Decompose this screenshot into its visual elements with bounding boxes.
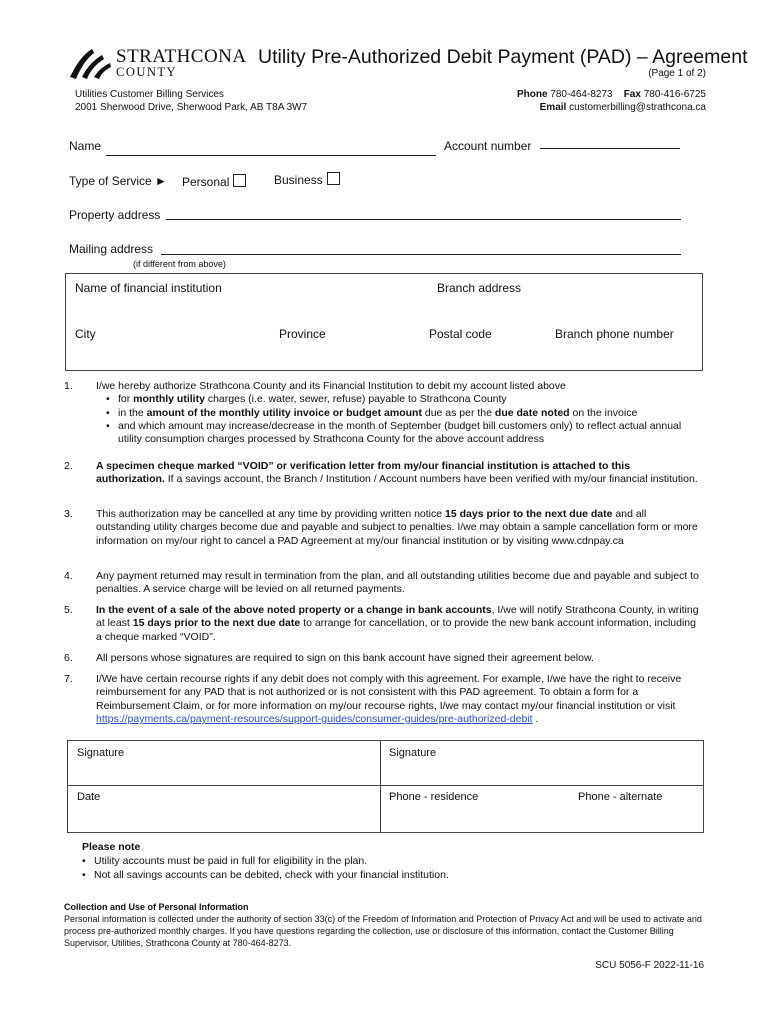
email-value: customerbilling@strathcona.ca xyxy=(569,102,706,113)
signature-2-label: Signature xyxy=(389,747,437,759)
term-text: Any payment returned may result in termination from the plan, and all outstanding utilities become due and payable and subject to penalties. A service charge will be levied on all returned payments. xyxy=(96,570,699,596)
term-text: This authorization may be cancelled at any time by providing written notice 15 days prior to the next due date and all outstanding utility charges become due and payable and subject to penalties. I/we may obtain a sample cancellation form or more information on my/our right to cancel a PAD Agreement at my/our financial institution or by visiting www.cdnpay.ca xyxy=(96,508,698,547)
fax-value: 780-416-6725 xyxy=(643,89,706,100)
note-bullet: • Utility accounts must be paid in full for eligibility in the plan. xyxy=(72,854,672,868)
form-code: SCU 5056-F 2022-11-16 xyxy=(595,960,704,971)
note-title: Please note xyxy=(82,841,141,853)
privacy-text: Personal information is collected under the authority of section 33(c) of the Freedom of Information and Protection of Privacy Act and will be used to activate and process pre-authorized monthly charges. If you have questions regarding the collection, use or disclosure of this information, contact the Customer Billing Supervisor, Utilities, Strathcona County at 780-464-8273. xyxy=(64,914,702,948)
term-number: 6. xyxy=(64,652,73,664)
email-label: Email xyxy=(539,102,567,113)
business-checkbox[interactable] xyxy=(327,172,340,185)
signature-divider xyxy=(380,741,381,832)
logo-sub: COUNTY xyxy=(116,65,178,79)
account-label: Account number xyxy=(444,139,532,153)
property-label: Property address xyxy=(69,208,161,222)
date-label: Date xyxy=(77,791,101,803)
page-indicator: (Page 1 of 2) xyxy=(648,68,706,79)
signature-1-label: Signature xyxy=(77,747,125,759)
personal-checkbox[interactable] xyxy=(233,174,246,187)
phone-alternate-label: Phone - alternate xyxy=(578,791,663,803)
contact-email xyxy=(517,101,706,114)
phone-label: Phone xyxy=(516,89,548,100)
business-option[interactable] xyxy=(274,172,340,187)
phone-residence-label: Phone - residence xyxy=(389,791,479,803)
strathcona-logo xyxy=(68,46,247,83)
term-bullet: • in the amount of the monthly utility invoice or budget amount due as per the due date noted on the invoice xyxy=(96,407,700,420)
term-number: 5. xyxy=(64,604,73,616)
pad-info-link[interactable]: https://payments.ca/payment-resources/support-guides/consumer-guides/pre-authorized-debit xyxy=(96,712,533,725)
note-bullet: • Not all savings accounts can be debited, check with your financial institution. xyxy=(72,868,672,882)
signature-row-divider xyxy=(68,785,703,786)
mailing-note: (if different from above) xyxy=(133,259,226,269)
property-address-field[interactable] xyxy=(166,219,681,220)
term-text: All persons whose signatures are required to sign on this bank account have signed their agreement below. xyxy=(96,652,594,664)
contact-info xyxy=(517,88,706,114)
term-text: In the event of a sale of the above noted property or a change in bank accounts, I/we will notify Strathcona County, in writing at least 15 days prior to the next due date to arrange for cancellation, or to provide the new bank account information, including a cheque marked “VOID”. xyxy=(96,604,699,643)
mailing-address-field[interactable] xyxy=(161,254,681,255)
term-bullet: • and which amount may increase/decrease in the month of September (budget bill customers only) to reflect actual annual utility consumption charges processed by Strathcona County for the above account address xyxy=(96,420,700,447)
fax-label: Fax xyxy=(623,89,641,100)
phone-value: 780-464-8273 xyxy=(550,89,613,100)
term-number: 4. xyxy=(64,570,73,582)
privacy-section xyxy=(64,901,704,949)
strathcona-leaf-icon xyxy=(68,47,112,81)
page-title: Utility Pre-Authorized Debit Payment (PAD) – Agreement xyxy=(258,46,748,68)
city-label: City xyxy=(75,327,96,341)
postal-code-label: Postal code xyxy=(429,327,492,341)
org-line1: Utilities Customer Billing Services xyxy=(75,89,224,100)
term-text: I/we hereby authorize Strathcona County and its Financial Institution to debit my account listed above xyxy=(96,380,566,392)
account-number-field[interactable] xyxy=(540,148,680,149)
term-text: A specimen cheque marked “VOID” or verification letter from my/our financial institution is attached to this authorization. If a savings account, the Branch / Institution / Account numbers have been verified with my/our financial institution. xyxy=(96,460,698,486)
institution-label: Name of financial institution xyxy=(75,281,222,295)
org-address xyxy=(75,88,307,114)
branch-address-label: Branch address xyxy=(437,281,522,295)
term-text: I/We have certain recourse rights if any debit does not comply with this agreement. For example, I/we have the right to receive reimbursement for any PAD that is not authorized or is not consistent with this PAD agreement. To obtain a form for a Reimbursement Claim, or for more information on my/our recourse rights, I/we may contact my/our financial institution or visit https://payments.ca/payment-resources/support-guides/consumer-guides/pre-authorized-debit . xyxy=(96,673,682,725)
province-label: Province xyxy=(279,327,326,341)
name-field[interactable] xyxy=(106,155,436,156)
branch-phone-label: Branch phone number xyxy=(555,327,674,341)
term-number: 1. xyxy=(64,380,73,392)
personal-label: Personal xyxy=(182,175,230,189)
business-label: Business xyxy=(274,173,323,187)
term-bullet: • for monthly utility charges (i.e. water, sewer, refuse) payable to Strathcona County xyxy=(96,393,700,406)
term-number: 3. xyxy=(64,508,73,520)
term-number: 7. xyxy=(64,673,73,685)
org-line2: 2001 Sherwood Drive, Sherwood Park, AB T8A 3W7 xyxy=(75,102,308,113)
privacy-title: Collection and Use of Personal Information xyxy=(64,902,249,912)
signature-box xyxy=(67,740,704,833)
mailing-label: Mailing address xyxy=(69,242,154,256)
personal-option[interactable] xyxy=(182,174,246,189)
term-number: 2. xyxy=(64,460,73,472)
service-type-label: Type of Service ► xyxy=(69,174,167,188)
please-note xyxy=(72,840,672,882)
name-label: Name xyxy=(69,139,102,153)
bank-info-box xyxy=(65,273,703,371)
contact-phone-fax xyxy=(517,88,706,101)
logo-name: STRATHCONA xyxy=(116,46,247,67)
